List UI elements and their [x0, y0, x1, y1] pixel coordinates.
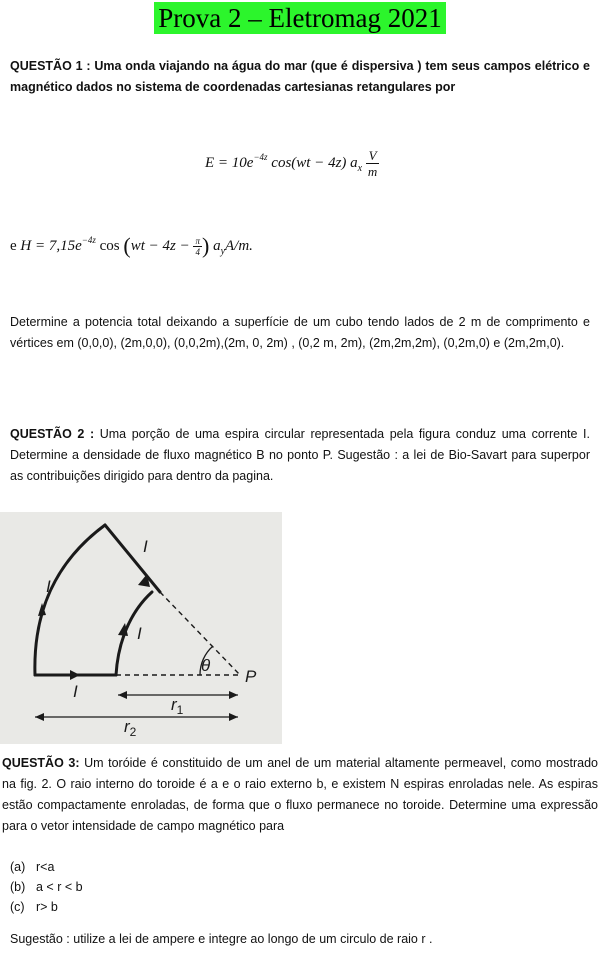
eq-h-lhs: H = 7,15e [20, 238, 82, 254]
eq-h-close-paren: ) [201, 233, 210, 258]
label-current-top: I [143, 537, 148, 556]
question-2-text [10, 424, 590, 487]
r1-arrow-right-icon [229, 691, 238, 699]
eq-h-pi: π [195, 236, 200, 247]
eq-e-unit-den: m [367, 164, 378, 179]
outer-arc [35, 525, 105, 675]
loop-figure [0, 512, 282, 744]
question-2-body: Uma porção de uma espira circular representada pela figura conduz uma corrente I. Determine a densidade de fluxo magnético B no ponto P. Sugestão : a lei de Bio-Savart para superpor as contribuições dirigido para dentro da pagina. [10, 427, 590, 483]
equation-h [10, 233, 253, 259]
arrow-bottom-icon [70, 670, 80, 680]
question-3-hint: Sugestão : utilize a lei de ampere e integre ao longo de um circulo de raio r . [10, 932, 433, 946]
question-3-items [10, 857, 83, 917]
title-container [0, 2, 600, 34]
dashed-radial-line [160, 592, 240, 675]
eq-h-open-paren: ( [123, 233, 131, 258]
label-current-left: I [46, 577, 51, 596]
eq-e-lhs: E = 10e [205, 154, 254, 171]
outer-radial-segment [105, 525, 160, 592]
eq-e-unit-num: V [366, 148, 379, 164]
question-3-text [2, 753, 598, 837]
question-1-text: QUESTÃO 1 : Uma onda viajando na água do mar (que é dispersiva ) tem seus campos elétrico e magnético dados no sistema de coordenadas cartesianas retangulares por [10, 59, 590, 94]
eq-h-pi-fraction [193, 236, 202, 257]
label-theta: θ [201, 656, 211, 675]
eq-h-cos: cos [95, 238, 120, 254]
eq-h-prefix: e [10, 238, 21, 254]
eq-e-mid: cos(wt − 4z) a [267, 154, 358, 171]
eq-e-unit-fraction [366, 148, 379, 179]
r1-arrow-left-icon [118, 691, 127, 699]
label-r2: $r_2$ [124, 717, 137, 739]
loop-figure-svg [0, 512, 282, 744]
label-point-p: P [245, 667, 257, 686]
label-current-bottom: I [73, 682, 78, 701]
list-item: (a) r<a [10, 860, 55, 874]
eq-h-exp: −4z [81, 235, 96, 245]
question-3-body: Um toróide é constituido de um anel de um material altamente permeavel, como mostrado na fig. 2. O raio interno do toroide é a e o raio externo b, e existem N espiras enroladas nele. As espiras estão compactamente enroladas, de forma que o fluxo permanece no toroide. Determine uma expressão para o vetor intensidade de campo magnético para [2, 756, 598, 833]
question-2-label: QUESTÃO 2 : [10, 427, 95, 441]
list-item: (c) r> b [10, 900, 58, 914]
eq-h-four: 4 [195, 247, 200, 258]
page-title: Prova 2 – Eletromag 2021 [154, 2, 445, 34]
label-r1: $r_1$ [171, 695, 184, 717]
eq-h-unit: A/m. [225, 238, 253, 254]
list-item: (b) a < r < b [10, 880, 83, 894]
eq-e-exp: −4z [253, 151, 268, 162]
r2-arrow-right-icon [229, 713, 238, 721]
eq-h-inner: wt − 4z − [130, 238, 194, 254]
label-current-inner: I [137, 624, 142, 643]
equation-e [205, 148, 379, 179]
eq-e-sub: x [357, 162, 363, 174]
r2-arrow-left-icon [35, 713, 44, 721]
question-3-label: QUESTÃO 3: [2, 756, 80, 770]
eq-h-sub: y [220, 246, 226, 257]
question-1-task: Determine a potencia total deixando a superfície de um cubo tendo lados de 2 m de comprimento e vértices em (0,0,0), (2m,0,0), (0,0,2m),(2m, 0, 2m) , (0,2 m, 2m), (2m,2m,2m), (0,2m,0) e (2m,2m,0). [10, 315, 590, 350]
eq-h-a: a [213, 238, 221, 254]
